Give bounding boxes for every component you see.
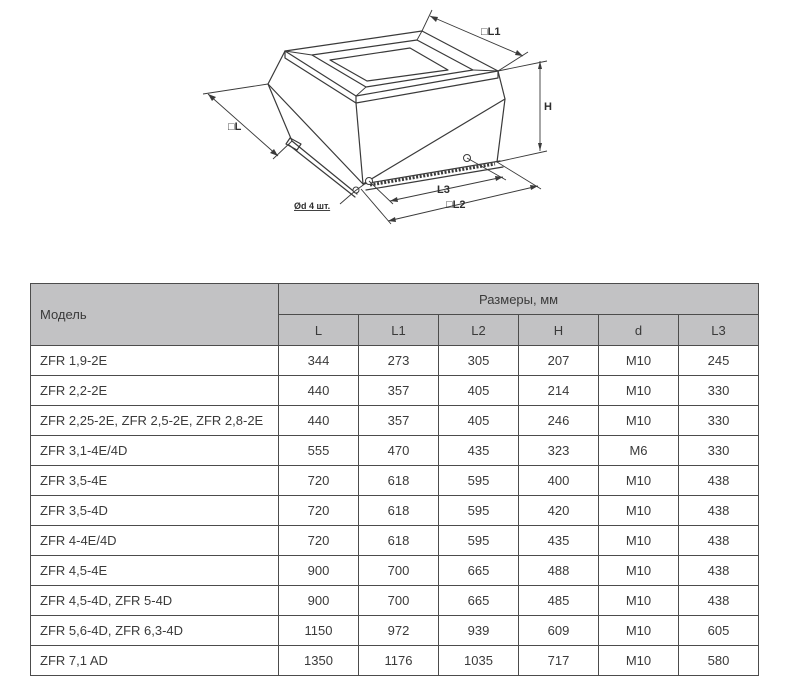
value-cell: M10 (599, 376, 679, 406)
value-cell: 438 (679, 496, 759, 526)
body-right-silhouette (497, 71, 505, 162)
column-header-d: d (599, 315, 679, 346)
table-row (31, 616, 759, 646)
column-header-l2: L2 (439, 315, 519, 346)
value-cell: 665 (439, 586, 519, 616)
body-facet-right (363, 99, 505, 184)
value-cell: 357 (359, 376, 439, 406)
dim-l1-arrow-end (515, 50, 523, 56)
value-cell: 485 (519, 586, 599, 616)
value-cell: 323 (519, 436, 599, 466)
value-cell: M10 (599, 556, 679, 586)
model-cell: ZFR 7,1 AD (31, 646, 279, 676)
column-header-l1: L1 (359, 315, 439, 346)
value-cell: M10 (599, 496, 679, 526)
value-cell: M10 (599, 526, 679, 556)
table-row (31, 436, 759, 466)
model-cell: ZFR 3,5-4D (31, 496, 279, 526)
value-cell: 618 (359, 526, 439, 556)
table-header-row-1 (31, 284, 759, 315)
model-cell: ZFR 4,5-4D, ZFR 5-4D (31, 586, 279, 616)
value-cell: 605 (679, 616, 759, 646)
value-cell: 440 (279, 376, 359, 406)
model-cell: ZFR 2,2-2E (31, 376, 279, 406)
value-cell: 720 (279, 466, 359, 496)
value-cell: 405 (439, 406, 519, 436)
value-cell: 717 (519, 646, 599, 676)
table-row (31, 376, 759, 406)
dim-l1-label: □L1 (481, 26, 501, 38)
value-cell: 438 (679, 526, 759, 556)
value-cell: 438 (679, 556, 759, 586)
base-left-rail (289, 141, 357, 197)
model-cell: ZFR 1,9-2E (31, 346, 279, 376)
value-cell: 440 (279, 406, 359, 436)
dim-l-line (208, 94, 278, 156)
value-cell: 438 (679, 466, 759, 496)
bevel-corner-edges (285, 31, 498, 96)
table-row (31, 586, 759, 616)
value-cell: M10 (599, 466, 679, 496)
column-header-model: Модель (31, 284, 279, 346)
value-cell: 1035 (439, 646, 519, 676)
value-cell: 400 (519, 466, 599, 496)
model-cell: ZFR 5,6-4D, ZFR 6,3-4D (31, 616, 279, 646)
value-cell: 700 (359, 556, 439, 586)
dim-h-arrow-bottom (538, 143, 542, 151)
value-cell: 273 (359, 346, 439, 376)
value-cell: 595 (439, 466, 519, 496)
value-cell: M6 (599, 436, 679, 466)
value-cell: 700 (359, 586, 439, 616)
value-cell: 665 (439, 556, 519, 586)
dim-h-label: H (544, 101, 552, 113)
dim-l1-line (430, 16, 523, 56)
model-cell: ZFR 3,1-4E/4D (31, 436, 279, 466)
value-cell: 1176 (359, 646, 439, 676)
value-cell: 207 (519, 346, 599, 376)
value-cell: 405 (439, 376, 519, 406)
value-cell: 488 (519, 556, 599, 586)
value-cell: 720 (279, 496, 359, 526)
dimensions-table (30, 283, 759, 676)
value-cell: 245 (679, 346, 759, 376)
value-cell: 1350 (279, 646, 359, 676)
base-right-rail-hatch (370, 164, 495, 185)
model-cell: ZFR 3,5-4E (31, 466, 279, 496)
value-cell: M10 (599, 586, 679, 616)
value-cell: 939 (439, 616, 519, 646)
top-plate-outline (285, 31, 498, 96)
column-header-h: H (519, 315, 599, 346)
dim-l2-arrow-end (530, 185, 538, 190)
value-cell: 595 (439, 526, 519, 556)
value-cell: 580 (679, 646, 759, 676)
table-row (31, 466, 759, 496)
table-row (31, 556, 759, 586)
value-cell: 357 (359, 406, 439, 436)
table-row (31, 346, 759, 376)
dim-l2-extensions (361, 162, 541, 224)
table-row (31, 526, 759, 556)
value-cell: M10 (599, 616, 679, 646)
value-cell: M10 (599, 406, 679, 436)
value-cell: 1150 (279, 616, 359, 646)
value-cell: 900 (279, 586, 359, 616)
dim-l-label: □L (228, 121, 242, 133)
fan-isometric-drawing (190, 4, 590, 246)
value-cell: 420 (519, 496, 599, 526)
column-group-header-dimensions: Размеры, мм (279, 284, 759, 315)
holes-leader-line (340, 183, 366, 204)
dim-l3-arrow-start (390, 197, 398, 202)
model-cell: ZFR 4,5-4E (31, 556, 279, 586)
model-cell: ZFR 2,25-2E, ZFR 2,5-2E, ZFR 2,8-2E (31, 406, 279, 436)
value-cell: 330 (679, 436, 759, 466)
dim-l3-arrow-end (495, 176, 503, 181)
value-cell: 595 (439, 496, 519, 526)
value-cell: 438 (679, 586, 759, 616)
value-cell: 214 (519, 376, 599, 406)
body-front-crease (356, 103, 363, 184)
value-cell: 555 (279, 436, 359, 466)
column-header-l: L (279, 315, 359, 346)
value-cell: M10 (599, 346, 679, 376)
dim-l1-arrow-start (430, 16, 438, 22)
column-header-l3: L3 (679, 315, 759, 346)
value-cell: 330 (679, 406, 759, 436)
table-row (31, 646, 759, 676)
fan-dimension-diagram (190, 4, 590, 246)
value-cell: 344 (279, 346, 359, 376)
value-cell: 618 (359, 466, 439, 496)
base-right-rail (363, 161, 503, 190)
value-cell: 435 (519, 526, 599, 556)
value-cell: 246 (519, 406, 599, 436)
value-cell: 330 (679, 376, 759, 406)
value-cell: 618 (359, 496, 439, 526)
value-cell: M10 (599, 646, 679, 676)
value-cell: 305 (439, 346, 519, 376)
model-cell: ZFR 4-4E/4D (31, 526, 279, 556)
table-row (31, 406, 759, 436)
value-cell: 470 (359, 436, 439, 466)
dim-l3-label: L3 (437, 184, 450, 196)
holes-label: Ød 4 шт. (294, 201, 331, 211)
value-cell: 609 (519, 616, 599, 646)
value-cell: 972 (359, 616, 439, 646)
dim-l2-label: □L2 (446, 199, 466, 211)
value-cell: 900 (279, 556, 359, 586)
value-cell: 720 (279, 526, 359, 556)
table-row (31, 496, 759, 526)
value-cell: 435 (439, 436, 519, 466)
